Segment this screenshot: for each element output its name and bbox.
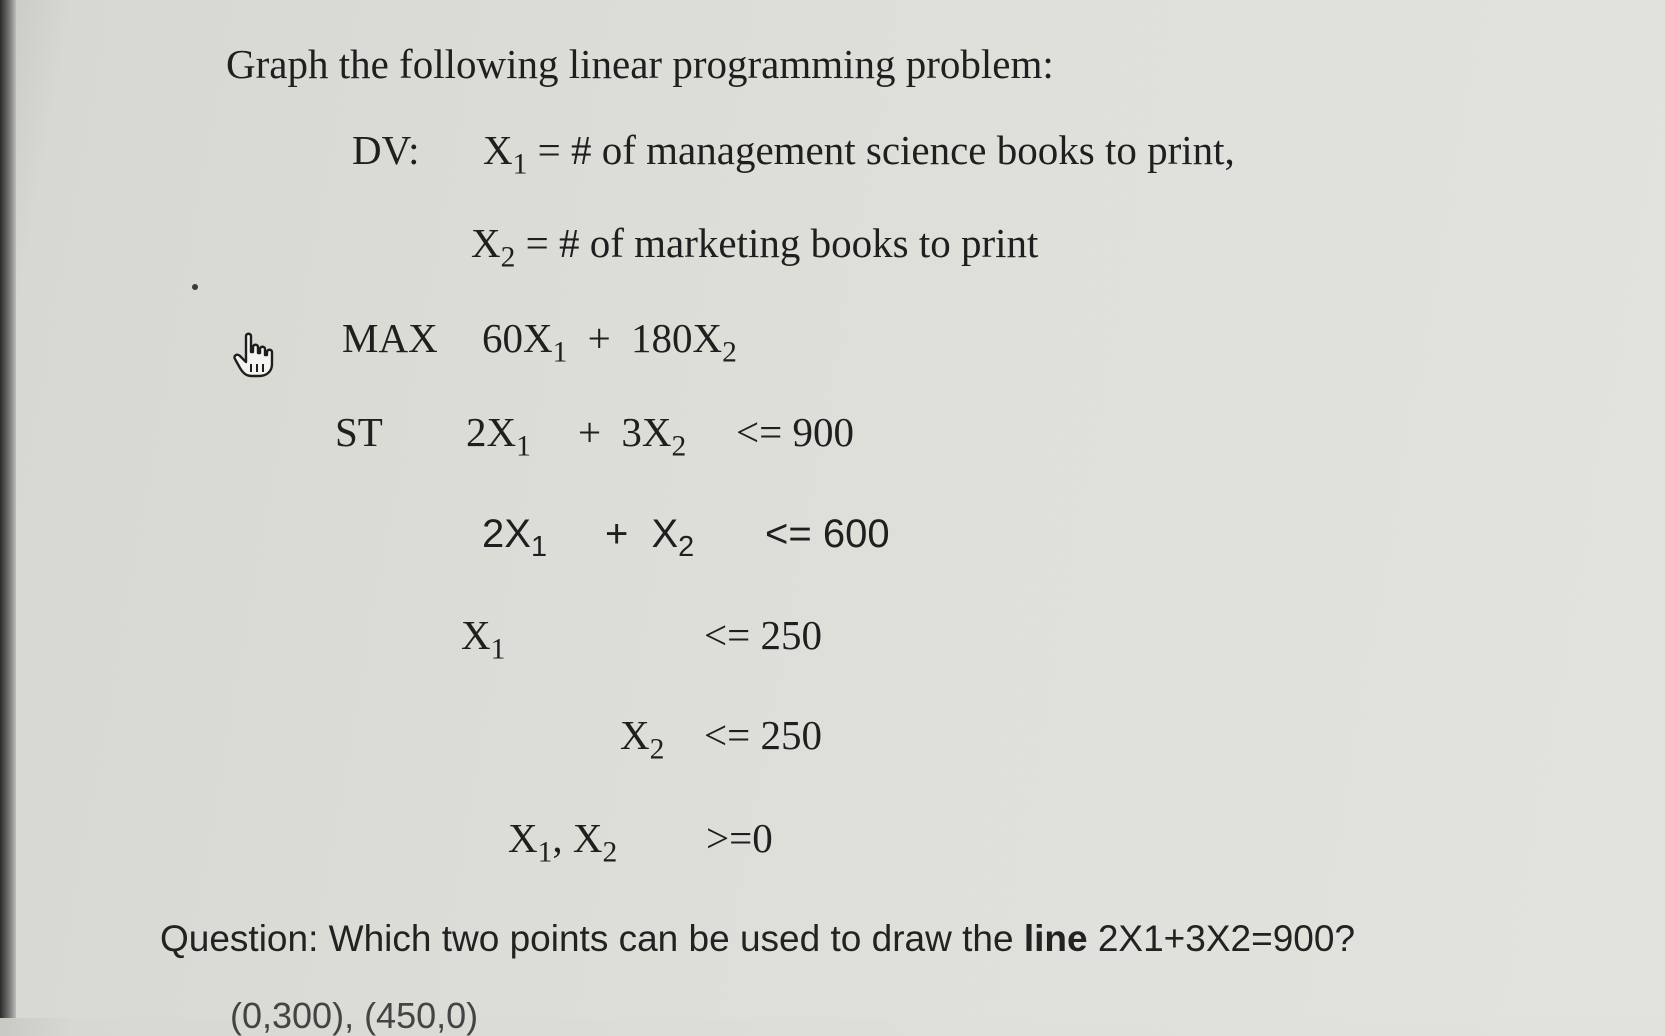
dv-x2-text: = # of marketing books to print <box>525 220 1039 266</box>
constraint-2-term-2: X <box>651 512 679 556</box>
constraint-4-rhs: <= 250 <box>704 712 822 758</box>
constraint-3-rhs: <= 250 <box>704 612 822 658</box>
dv-x1-var: X <box>483 127 513 173</box>
question-bold-word: line <box>1023 918 1088 959</box>
constraint-2-sub-2: 2 <box>678 531 695 564</box>
constraint-1-sub-1: 1 <box>516 430 531 463</box>
problem-heading: Graph the following linear programming problem: <box>226 41 1054 87</box>
constraint-2-term-1: 2X <box>482 512 531 556</box>
constraint-1-rest <box>578 409 687 463</box>
dv-x1-text: = # of management science books to print, <box>537 127 1235 173</box>
objective-sub-1: 1 <box>552 336 568 369</box>
constraint-1-sub-2: 2 <box>671 430 687 463</box>
dv-label: DV: <box>352 127 420 173</box>
constraint-1-term-2: 3X <box>621 409 672 455</box>
constraint-3-term-1: X <box>461 612 491 658</box>
dv-x2-sub: 2 <box>500 241 516 274</box>
constraint-1-lhs <box>466 409 531 463</box>
hand-pointer-icon <box>232 332 276 378</box>
speck-mark <box>192 284 198 290</box>
constraint-5-sep: , X <box>552 815 603 861</box>
objective-term-2: 180X <box>631 315 723 361</box>
constraint-2-lhs <box>482 512 547 564</box>
constraint-1-term-1: 2X <box>466 409 517 455</box>
question-suffix: 2X1+3X2=900? <box>1087 918 1356 959</box>
question-prefix: Question: Which two points can be used to draw the <box>160 918 1024 959</box>
constraint-5-sub-2: 2 <box>602 836 618 869</box>
answer-option-partial[interactable] <box>160 995 580 1036</box>
dv-x2-var: X <box>471 220 501 266</box>
constraint-2-rest <box>605 512 695 564</box>
constraint-5-sub-1: 1 <box>537 836 553 869</box>
screen-bezel-edge <box>0 0 16 1018</box>
constraints-label: ST <box>335 409 383 455</box>
dv-x1-definition <box>483 127 1235 181</box>
objective-label: MAX <box>342 315 438 361</box>
constraint-5-rhs: >=0 <box>706 815 773 861</box>
constraint-1-plus: + <box>578 409 602 455</box>
objective-sub-2: 2 <box>722 336 737 369</box>
objective-plus: + <box>587 315 611 361</box>
constraint-3-lhs <box>461 612 506 666</box>
constraint-1-rhs: <= 900 <box>736 409 854 455</box>
constraint-2-plus: + <box>605 512 629 556</box>
constraint-5-term-1: X <box>508 815 538 861</box>
dv-x2-definition <box>471 220 1039 274</box>
constraint-2-sub-1: 1 <box>530 531 547 564</box>
constraint-3-sub-1: 1 <box>490 633 506 666</box>
constraint-2-rhs: <= 600 <box>765 512 890 556</box>
objective-term-1: 60X <box>482 315 553 361</box>
dv-x1-sub: 1 <box>512 148 528 181</box>
constraint-4-lhs <box>620 712 665 766</box>
constraint-4-term-2: X <box>620 712 650 758</box>
constraint-4-sub-2: 2 <box>649 733 665 766</box>
answer-option-text: (0,300), (450,0) <box>230 995 479 1036</box>
question-text <box>160 920 1355 957</box>
constraint-5-lhs <box>508 815 618 869</box>
objective-expression <box>482 315 737 369</box>
